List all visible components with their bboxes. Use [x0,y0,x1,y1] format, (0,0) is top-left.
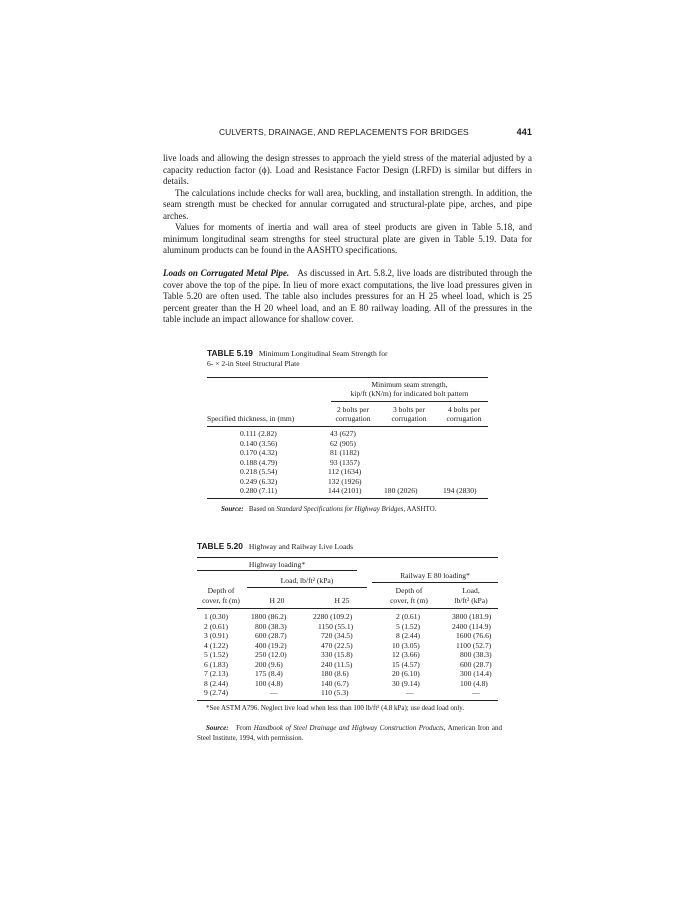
col-rload-line1: Load, [462,586,480,595]
header-bottom-rule [207,426,488,427]
table-5-19-source [221,505,436,514]
table-row-depth: 1 (0.30) [204,612,229,621]
col-h25: H 25 [334,596,350,605]
highway-group-header: Highway loading* [248,560,306,569]
table-5-19-caption [207,348,488,369]
source-text-post: American Iron and Steel Institute, 1994, with permission. [197,724,503,742]
table-row-h25: 1150 (55.1) [318,621,354,631]
table-bottom-rule [207,498,488,499]
source-text-italic: Standard Specifications for Highway Bridges, [276,505,406,513]
table-5-19-title-line2: 6- × 2-in Steel Structural Plate [207,359,300,368]
table-top-rule [197,557,498,558]
table-row-rload: 3800 (181.9) [452,612,492,621]
load-group-rule [247,587,367,588]
table-5-20 [197,541,503,742]
table-5-19 [207,348,488,513]
table-row-h25: 330 (15.8) [321,650,353,659]
table-row-rdepth: 8 (2.44) [396,631,421,640]
group-header-line1: Minimum seam strength, [371,380,448,389]
col-rdepth-line2: cover, ft (m) [390,596,428,605]
paragraph-4-text: As discussed in Art. 5.8.2, live loads are distributed through the cover above the top of the pipe. In lieu of more exact computations, the live load pressures given in Table 5.20 are often used. The table also includes pressures for an H 25 wheel load, which is 25 percent greater than the H 20 wheel load, and an E 80 railway loading. All of the pressures in the table include an impact allowance for shallow cover. [163,268,532,325]
table-row-h20: — [270,688,278,697]
table-row-h25: 180 (8.6) [321,669,349,678]
table-row-rdepth: — [406,688,414,697]
group-header-line2: kip/ft (kN/m) for indicated bolt pattern [350,389,469,398]
table-row-depth: 8 (2.44) [204,678,229,688]
col-3bolts-line1: 3 bolts per [392,405,426,414]
source-text-pre: Based on [248,505,277,513]
table-row-depth: 3 (0.91) [204,631,229,640]
table-row-4bolts: 194 (2830) [443,486,477,495]
table-row-rdepth: 15 (4.57) [392,659,420,669]
table-5-20-footnote: *See ASTM A796. Neglect live load when less than 100 lb/ft² (4.8 kPa); use dead load only. [206,704,465,712]
table-row-thickness: 0.111 (2.82) [240,429,277,438]
table-row-rload: 1600 (76.6) [456,631,492,640]
source-text-italic: Handbook of Steel Drainage and Highway Construction Products, [253,724,446,732]
table-row-h25: 240 (11.5) [321,659,353,669]
table-5-20-title: Highway and Railway Live Loads [248,542,354,551]
table-row-h20: 250 (12.0) [255,650,287,659]
table-row-depth: 4 (1.22) [204,640,229,650]
table-row-rload: 2400 (114.9) [452,621,491,631]
table-row-thickness: 0.280 (7.11) [240,486,278,495]
railway-group-rule [372,582,498,583]
col-4bolts-line2: corrugation [446,414,482,423]
paragraph-2: The calculations include checks for wall area, buckling, and installation strength. In addition, the seam strength must be checked for annular corrugated and structural-plate pipe, arches, and pipe arches. [163,187,532,221]
table-top-rule [207,377,488,378]
col-4bolts-line1: 4 bolts per [447,405,481,414]
col-h20: H 20 [269,596,285,605]
table-row-thickness: 0.188 (4.79) [240,457,278,467]
table-row-h25: 720 (34.5) [321,631,353,640]
table-row-rdepth: 20 (6.10) [392,669,420,678]
table-row-2bolts: 144 (2101) [328,486,362,495]
table-row-2bolts: 112 (1634) [328,467,362,476]
table-row-rload: 100 (4.8) [460,678,488,688]
col-depth-line2: cover, ft (m) [202,596,240,605]
table-row-h20: 800 (38.3) [255,621,287,631]
source-label: Source: [206,724,229,732]
table-row-thickness: 0.249 (6.32) [240,476,278,486]
table-row-rdepth: 10 (3.05) [392,640,420,650]
table-row-rdepth: 2 (0.61) [396,612,421,621]
table-row-thickness: 0.170 (4.32) [240,448,278,457]
running-title: CULVERTS, DRAINAGE, AND REPLACEMENTS FOR BRIDGES [219,127,469,137]
paragraph-3: Values for moments of inertia and wall area of steel products are given in Table 5.18, and minimum longitudinal seam strengths for steel structural plate are given in Table 5.19. Data for aluminum products can be found in the AASHTO specifications. [163,222,532,256]
running-header [163,127,532,139]
table-row-depth: 7 (2.13) [204,669,229,678]
page-number: 441 [516,127,532,137]
table-row-h20: 175 (8.4) [255,669,283,678]
table-row-rdepth: 5 (1.52) [396,621,421,631]
load-group-header: Load, lb/ft² (kPa) [280,576,334,585]
table-row-depth: 9 (2.74) [204,688,229,697]
table-row-h25: 2280 (109.2) [313,612,353,621]
table-row-2bolts: 132 (1926) [328,476,362,486]
table-row-h20: 600 (28.7) [255,631,287,640]
table-row-h25: 110 (5.3) [321,688,349,697]
table-row-depth: 5 (1.52) [204,650,229,659]
table-row-thickness: 0.140 (3.56) [240,438,278,448]
table-row-depth: 2 (0.61) [204,621,229,631]
table-row-h25: 140 (6.7) [321,678,349,688]
source-text-post: AASHTO. [405,505,437,513]
table-row-rload: 600 (28.7) [460,659,492,669]
table-row-3bolts: 180 (2026) [384,486,418,495]
table-row-thickness: 0.218 (5.54) [240,467,278,476]
col-2bolts-line2: corrugation [335,414,371,423]
table-5-20-source [197,724,502,744]
table-row-2bolts: 62 (905) [330,438,356,448]
table-row-h20: 1800 (86.2) [251,612,287,621]
paragraph-1: live loads and allowing the design stresses to approach the yield stress of the material adjusted by a capacity reduction factor (ϕ). Load and Resistance Factor Design (LRFD) is similar but differs in details. [163,153,532,187]
table-row-rload: 800 (38.3) [460,650,492,659]
table-row-rdepth: 12 (3.66) [392,650,420,659]
table-row-h20: 400 (19.2) [255,640,287,650]
table-5-19-title-line1: Minimum Longitudinal Seam Strength for [258,349,388,358]
source-label: Source: [221,505,244,513]
col-2bolts-line1: 2 bolts per [336,405,370,414]
body-section-2 [163,268,532,326]
section-heading: Loads on Corrugated Metal Pipe. [163,268,290,278]
paragraph-4 [163,268,532,326]
table-row-rload: 1100 (52.7) [456,640,492,650]
railway-group-header: Railway E 80 loading* [400,571,470,580]
table-row-2bolts: 81 (1182) [330,448,360,457]
table-5-20-caption [197,541,498,552]
table-row-rdepth: 30 (9.14) [392,678,420,688]
table-row-rload: 300 (14.4) [460,669,492,678]
table-row-depth: 6 (1.83) [204,659,229,669]
header-bottom-rule [197,608,498,609]
table-row-h20: 200 (9.6) [255,659,283,669]
col-rload-line2: lb/ft² (kPa) [454,596,488,605]
group-header-rule [331,401,488,402]
source-text-pre: From [236,724,254,732]
table-row-rload: — [472,688,480,697]
col-depth-line1: Depth of [207,586,235,595]
table-5-19-label: TABLE 5.19 [207,348,253,358]
col-thickness: Specified thickness, in (mm) [207,414,295,423]
table-5-20-label: TABLE 5.20 [197,541,243,551]
col-rdepth-line1: Depth of [395,586,423,595]
table-row-2bolts: 93 (1357) [330,457,360,467]
table-row-h25: 470 (22.5) [321,640,353,650]
table-row-2bolts: 43 (627) [330,429,356,438]
highway-group-rule [197,570,357,571]
body-section-1 [163,153,532,257]
col-3bolts-line2: corrugation [391,414,427,423]
table-row-h20: 100 (4.8) [255,678,283,688]
table-bottom-rule [197,700,498,701]
